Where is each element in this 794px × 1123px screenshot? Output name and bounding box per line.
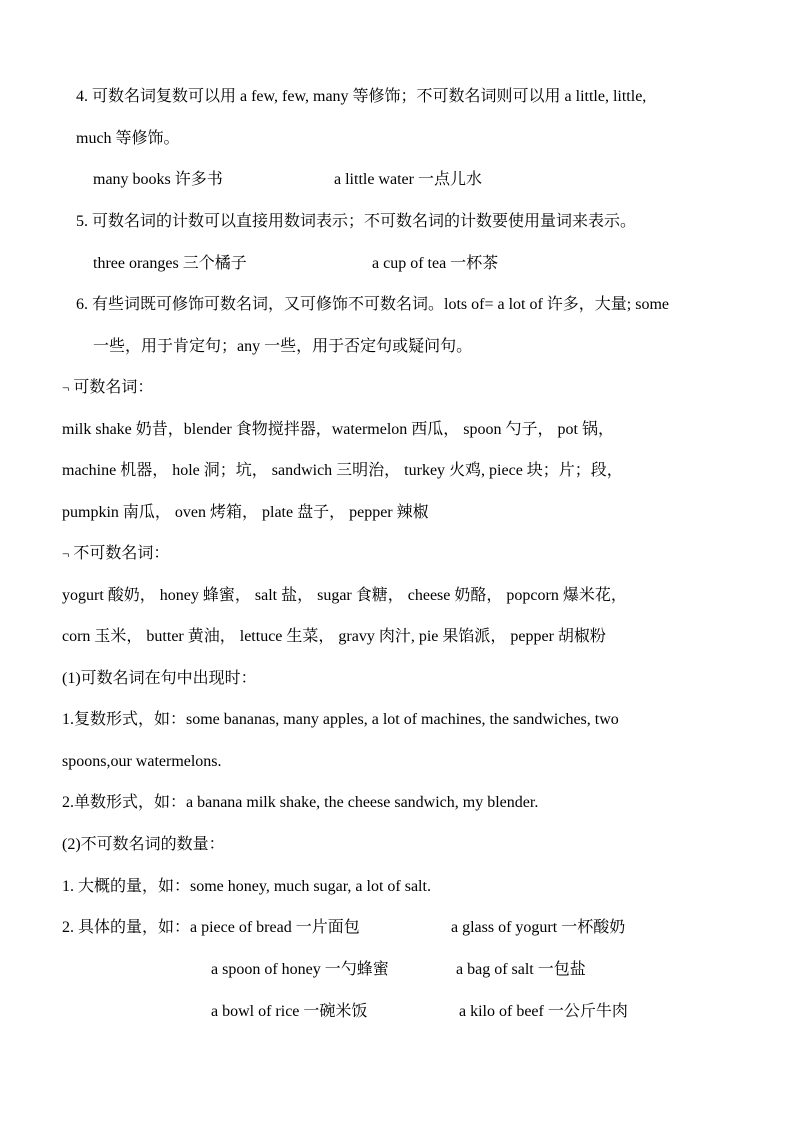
uncountable-list-line-2: [0, 622, 794, 652]
point-6-text: 6. 有些词既可修饰可数名词，又可修饰不可数名词。lots of= a lot of 许多，大量; some: [76, 296, 670, 313]
section-heading: 可数名词：: [73, 379, 154, 396]
section-heading: (1)可数名词在句中出现时：: [62, 670, 257, 687]
list-item: 1.复数形式，如：some bananas, many apples, a lot of machines, the sandwiches, two: [62, 711, 619, 728]
countable-heading: [0, 373, 794, 403]
section-2-examples-row-1: [0, 955, 794, 985]
point-6-line-1: [0, 290, 794, 320]
section-1-heading: [0, 664, 794, 694]
section-1-item-1-line-2: [0, 747, 794, 777]
vocab-line: pumpkin 南瓜， oven 烤箱， plate 盘子， pepper 辣椒: [62, 504, 429, 521]
section-1-item-2: [0, 788, 794, 818]
example-text: a spoon of honey 一勺蜂蜜: [211, 961, 389, 978]
example-text: a glass of yogurt 一杯酸奶: [451, 919, 626, 936]
section-1-item-1-line-1: [0, 705, 794, 735]
uncountable-list-line-1: [0, 581, 794, 611]
vocab-line: milk shake 奶昔，blender 食物搅拌器，watermelon 西瓜， spoon 勺子， pot 锅，: [62, 421, 614, 438]
point-4-line-2: [0, 124, 794, 154]
section-heading: 不可数名词：: [73, 545, 170, 562]
example-text: a cup of tea 一杯茶: [372, 255, 499, 272]
list-item: 2.单数形式，如：a banana milk shake, the cheese sandwich, my blender.: [62, 794, 539, 811]
section-heading: (2)不可数名词的数量：: [62, 836, 225, 853]
uncountable-heading: [0, 539, 794, 569]
section-2-examples-row-2: [0, 997, 794, 1027]
example-text: a bag of salt 一包盐: [456, 961, 586, 978]
countable-list-line-3: [0, 498, 794, 528]
point-4-line-1: [0, 82, 794, 112]
bullet-symbol: ¬: [62, 546, 70, 561]
point-5-text: 5. 可数名词的计数可以直接用数词表示；不可数名词的计数要使用量词来表示。: [76, 213, 637, 230]
example-text: three oranges 三个橘子: [93, 255, 247, 272]
point-5-line-1: [0, 207, 794, 237]
point-4-text: 4. 可数名词复数可以用 a few, few, many 等修饰；不可数名词则可以用 a little, little,: [76, 88, 647, 105]
list-item-cont: spoons,our watermelons.: [62, 753, 222, 770]
countable-list-line-2: [0, 456, 794, 486]
section-2-item-1: [0, 872, 794, 902]
point-5-examples: [0, 249, 794, 279]
section-2-item-2: [0, 913, 794, 943]
point-4-examples: [0, 165, 794, 195]
example-text: a little water 一点儿水: [334, 171, 482, 188]
example-text: a bowl of rice 一碗米饭: [211, 1003, 368, 1020]
section-2-heading: [0, 830, 794, 860]
point-4-text-cont: much 等修饰。: [76, 130, 180, 147]
point-6-line-2: [0, 332, 794, 362]
list-item: 1. 大概的量，如：some honey, much sugar, a lot of salt.: [62, 878, 431, 895]
example-text: many books 许多书: [93, 171, 223, 188]
vocab-line: machine 机器， hole 洞；坑， sandwich 三明治， turkey 火鸡, piece 块；片；段，: [62, 462, 623, 479]
vocab-line: yogurt 酸奶， honey 蜂蜜， salt 盐， sugar 食糖， cheese 奶酪， popcorn 爆米花，: [62, 587, 627, 604]
list-item: 2. 具体的量，如：a piece of bread 一片面包: [62, 919, 360, 936]
point-6-text-cont: 一些，用于肯定句；any 一些，用于否定句或疑问句。: [93, 338, 473, 355]
vocab-line: corn 玉米， butter 黄油， lettuce 生菜， gravy 肉汁, pie 果馅派， pepper 胡椒粉: [62, 628, 606, 645]
countable-list-line-1: [0, 415, 794, 445]
bullet-symbol: ¬: [62, 380, 70, 395]
example-text: a kilo of beef 一公斤牛肉: [459, 1003, 628, 1020]
